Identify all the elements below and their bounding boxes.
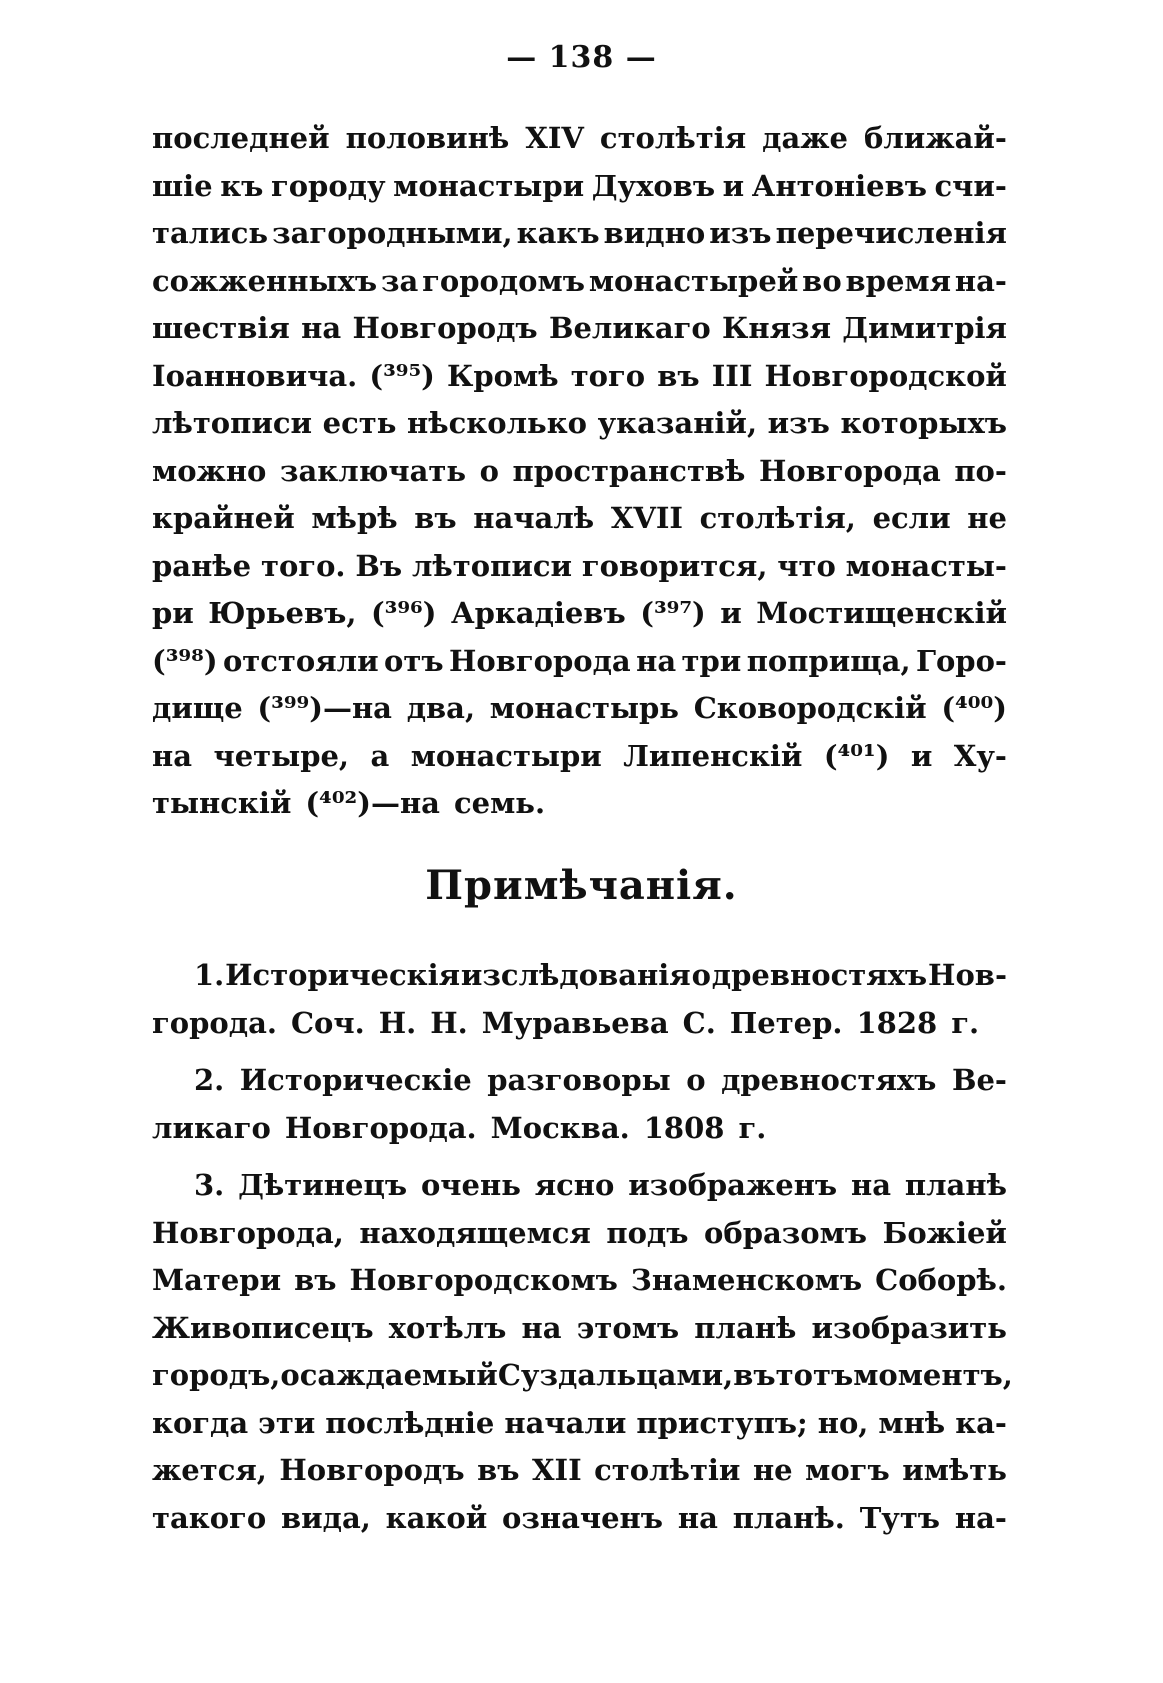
note-item	[152, 1057, 1007, 1152]
word: во	[802, 263, 842, 298]
word: Кромѣ	[447, 358, 559, 393]
word: даже	[762, 121, 848, 155]
word: на	[851, 1168, 892, 1202]
text-line	[152, 305, 1007, 353]
word: Новгорода	[448, 643, 631, 678]
word: ри	[152, 596, 194, 630]
word: къ	[220, 168, 264, 203]
word: Ве-	[951, 1063, 1007, 1097]
text-line	[152, 1210, 1007, 1258]
word: древностяхъ	[711, 958, 928, 992]
word: Тутъ	[859, 1500, 941, 1535]
word: и	[720, 596, 742, 630]
word: жется,	[152, 1453, 267, 1487]
word: Дѣтинецъ	[238, 1168, 408, 1202]
text-line	[152, 115, 1007, 163]
word: на	[152, 738, 193, 773]
word: столѣтія,	[699, 501, 856, 535]
word: счи-	[934, 168, 1007, 203]
word: на	[301, 311, 342, 345]
text-line	[152, 353, 1007, 401]
word: городу	[270, 168, 386, 203]
word: сожженныхъ	[152, 263, 378, 298]
text-line	[152, 1000, 1007, 1048]
word: планѣ	[694, 1310, 797, 1345]
word: три	[681, 643, 742, 678]
word: осаждаемый	[280, 1358, 498, 1392]
word: разговоры	[487, 1063, 671, 1097]
word: Нов-	[928, 958, 1007, 992]
word: тались	[152, 216, 269, 250]
word: (³⁹⁵)	[369, 358, 435, 393]
word: четыре,	[213, 738, 350, 773]
word: тынскій	[152, 786, 292, 820]
word: III	[711, 358, 753, 393]
text-line	[152, 1305, 1007, 1353]
word: того.	[260, 548, 346, 583]
word: въ	[477, 1453, 520, 1487]
word: вида,	[280, 1500, 371, 1535]
word: изображенъ	[628, 1168, 838, 1202]
word: 1828	[856, 1005, 938, 1040]
word: о	[479, 453, 499, 488]
text-line	[152, 448, 1007, 496]
word: два,	[406, 691, 476, 725]
word: монастырей	[588, 263, 799, 298]
word: половинѣ	[345, 121, 510, 155]
word: хотѣлъ	[388, 1310, 507, 1345]
word: въ	[294, 1263, 337, 1297]
word: нѣсколько	[407, 406, 587, 440]
word: отстояли	[222, 643, 379, 678]
word: изъ	[709, 216, 772, 250]
note-item	[152, 952, 1007, 1047]
word: ранѣе	[152, 548, 252, 583]
word: очень	[420, 1168, 521, 1202]
word: которыхъ	[840, 406, 1007, 440]
word: Новгородъ	[279, 1453, 465, 1487]
word: монасты-	[845, 548, 1007, 583]
word: Новгорода.	[284, 1110, 477, 1145]
word: (⁴⁰²)—на	[305, 786, 440, 820]
text-line	[152, 400, 1007, 448]
word: лѣтописи	[152, 406, 313, 440]
word: Антоніевъ	[751, 168, 927, 203]
word: (³⁹⁶)	[370, 596, 437, 630]
word: Въ	[355, 548, 403, 583]
word: Москва.	[490, 1110, 630, 1145]
word: г.	[951, 1005, 980, 1040]
text-line	[152, 543, 1007, 591]
text-line	[152, 780, 1007, 828]
word: пространствѣ	[512, 453, 746, 488]
word: Петер.	[729, 1005, 843, 1040]
word: Муравьева	[481, 1005, 669, 1040]
word: Горо-	[915, 643, 1007, 678]
word: началѣ	[473, 501, 595, 535]
text-line	[152, 1495, 1007, 1543]
text-line	[152, 1105, 1007, 1153]
word: Н.	[430, 1005, 468, 1040]
word: находящемся	[359, 1215, 591, 1250]
word: эти	[258, 1405, 316, 1440]
word: Новгородской	[764, 358, 1007, 393]
main-paragraph	[152, 115, 1007, 828]
word: 3.	[194, 1168, 225, 1202]
word: въ	[733, 1358, 776, 1392]
text-line	[152, 638, 1007, 686]
word: Суздальцами,	[497, 1358, 734, 1392]
word: этомъ	[576, 1310, 680, 1345]
text-line	[152, 495, 1007, 543]
word: Историческіе	[239, 1063, 472, 1097]
word: XVII	[610, 501, 683, 535]
word: (⁴⁰¹)	[823, 738, 890, 773]
word: о	[686, 1063, 706, 1097]
note-item	[152, 1162, 1013, 1542]
word: есть	[322, 406, 397, 440]
word: древностяхъ	[721, 1063, 937, 1097]
word: тотъ	[775, 1358, 854, 1392]
word: лѣтописи	[411, 548, 573, 583]
word: перечисленія	[775, 216, 1007, 250]
word: говорится,	[581, 548, 768, 583]
word: планѣ.	[732, 1500, 845, 1535]
word: ближай-	[864, 121, 1007, 155]
word: можно	[152, 453, 267, 488]
word: монастырь	[489, 691, 679, 725]
word: имѣть	[902, 1453, 1007, 1487]
word: Н.	[378, 1005, 417, 1040]
text-line	[152, 1162, 1007, 1210]
word: начали	[504, 1405, 627, 1440]
word: видно	[603, 216, 706, 250]
word: семь.	[453, 786, 546, 820]
word: 1.	[194, 958, 225, 992]
word: какой	[385, 1500, 488, 1535]
word: Новгорода,	[152, 1215, 344, 1250]
word: планѣ	[904, 1168, 1007, 1202]
word: Матери	[152, 1263, 282, 1297]
word: что	[777, 548, 836, 583]
word: г.	[738, 1110, 767, 1145]
word: загородными,	[272, 216, 513, 250]
text-line	[152, 210, 1007, 258]
word: а	[370, 738, 390, 773]
word: Князя	[722, 311, 831, 345]
word: дище	[152, 691, 243, 725]
word: Живописецъ	[152, 1310, 374, 1345]
notes-heading: Примѣчанія.	[425, 862, 738, 909]
word: XIV	[525, 121, 584, 155]
word: и	[910, 738, 933, 773]
word: Божіей	[882, 1215, 1007, 1250]
word: С.	[682, 1005, 716, 1040]
page-number: — 138 —	[506, 40, 657, 75]
word: 2.	[194, 1063, 225, 1097]
word: Сковородскій	[693, 691, 927, 725]
text-line	[152, 952, 1007, 1000]
text-line	[152, 1400, 1007, 1448]
word: ясно	[534, 1168, 615, 1202]
word: Мостищенскій	[756, 596, 1007, 630]
word: городомъ	[422, 263, 585, 298]
word: шіе	[152, 168, 213, 203]
word: означенъ	[502, 1500, 664, 1535]
text-line	[152, 733, 1007, 781]
word: 1808	[643, 1110, 725, 1145]
word: на	[636, 643, 677, 678]
word: по-	[954, 453, 1007, 488]
word: время	[845, 263, 952, 298]
word: города.	[152, 1005, 277, 1040]
word: заключать	[279, 453, 467, 488]
word: монастыри	[410, 738, 602, 773]
word: и	[722, 168, 745, 203]
word: но,	[817, 1405, 869, 1440]
word: мѣрѣ	[311, 501, 398, 535]
word: XII	[532, 1453, 582, 1487]
text-line	[152, 258, 1007, 306]
word: въ	[414, 501, 457, 535]
text-line	[152, 1257, 1007, 1305]
word: городъ,	[152, 1358, 281, 1392]
word: когда	[152, 1405, 249, 1440]
word: если	[872, 501, 951, 535]
word: Аркадіевъ	[450, 596, 626, 630]
word: Знаменскомъ	[630, 1263, 863, 1297]
word: моментъ,	[853, 1358, 1013, 1392]
word: поприща,	[746, 643, 911, 678]
word: (³⁹⁹)—на	[257, 691, 392, 725]
word: Новгорода	[759, 453, 941, 488]
word: отъ	[384, 643, 444, 678]
word: ка-	[955, 1405, 1007, 1440]
word: на-	[954, 1500, 1007, 1535]
word: (³⁹⁷)	[640, 596, 706, 630]
word: Историческія	[225, 958, 461, 992]
word: столѣтія	[599, 121, 747, 155]
word: Новгородъ	[352, 311, 538, 345]
word: подъ	[606, 1215, 689, 1250]
word: Димитрія	[842, 311, 1007, 345]
word: не	[967, 501, 1007, 535]
text-line	[152, 1447, 1007, 1495]
word: въ	[657, 358, 700, 393]
word: послѣдніе	[325, 1405, 495, 1440]
word: Липенскій	[623, 738, 803, 773]
word: изслѣдованія	[460, 958, 691, 992]
text-line	[152, 163, 1007, 211]
word: Соч.	[290, 1005, 365, 1040]
word: Новгородскомъ	[349, 1263, 618, 1297]
word: на	[521, 1310, 562, 1345]
word: Духовъ	[591, 168, 716, 203]
word: Юрьевъ,	[208, 596, 357, 630]
word: шествія	[152, 311, 290, 345]
word: на	[677, 1500, 718, 1535]
word: такого	[152, 1500, 267, 1535]
word: за	[380, 263, 419, 298]
word: не	[752, 1453, 793, 1487]
word: какъ	[516, 216, 600, 250]
word: того	[570, 358, 646, 393]
word: изъ	[767, 406, 830, 440]
word: (⁴⁰⁰)	[941, 691, 1007, 725]
word: могъ	[805, 1453, 890, 1487]
word: на-	[954, 263, 1007, 298]
text-line	[152, 1057, 1007, 1105]
word: ликаго	[152, 1110, 271, 1145]
word: монастыри	[393, 168, 585, 203]
notes-list	[152, 952, 1013, 1552]
word: столѣтіи	[594, 1453, 741, 1487]
text-line	[152, 590, 1007, 638]
word: (³⁹⁸)	[152, 643, 218, 678]
word: Великаго	[548, 311, 711, 345]
word: последней	[152, 121, 330, 155]
word: мнѣ	[878, 1405, 946, 1440]
text-line	[152, 1352, 1013, 1400]
word: изобразить	[811, 1310, 1007, 1345]
word: Соборѣ.	[875, 1263, 1007, 1297]
word: крайней	[152, 501, 295, 535]
word: Ху-	[953, 738, 1007, 773]
text-line	[152, 685, 1007, 733]
word: образомъ	[704, 1215, 868, 1250]
word: указаній,	[597, 406, 758, 440]
word: о	[691, 958, 711, 992]
word: приступъ;	[636, 1405, 808, 1440]
word: Іоанновича.	[152, 358, 358, 393]
